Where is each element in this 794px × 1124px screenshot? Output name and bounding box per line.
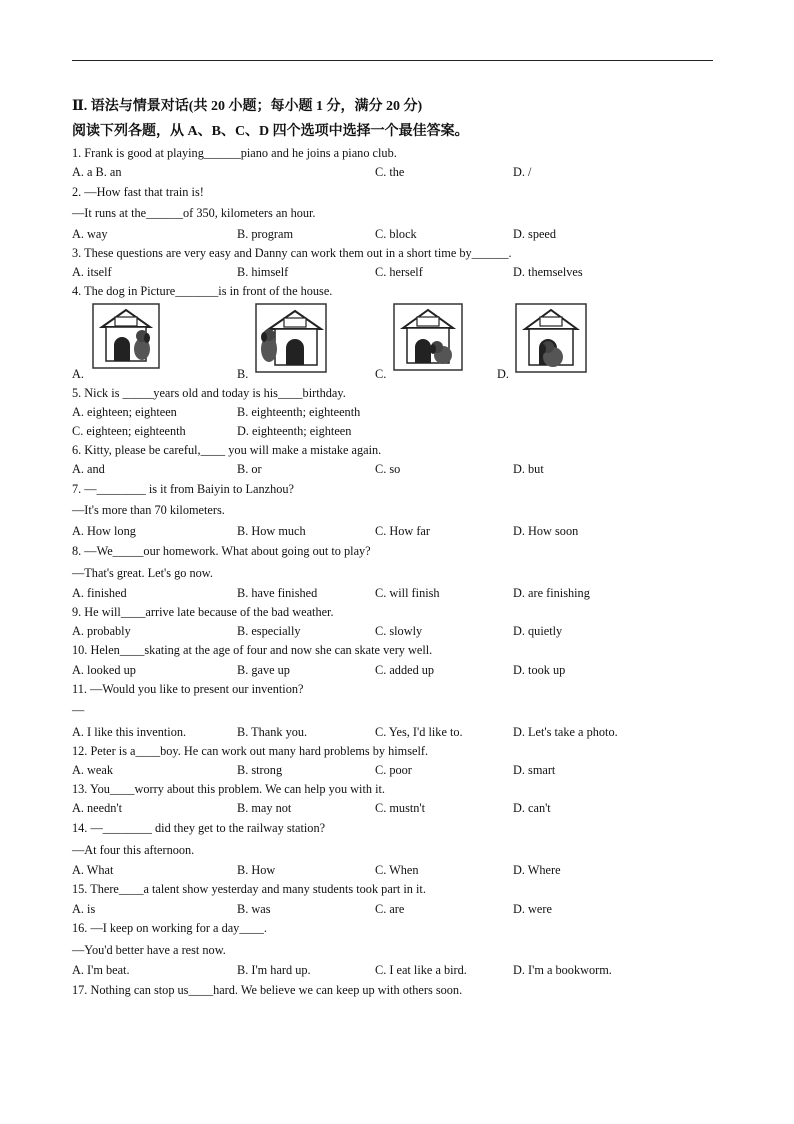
option-d: D. How soon <box>513 524 579 538</box>
option-a: A. is <box>72 902 96 916</box>
options-row <box>0 524 794 538</box>
option-b: B. himself <box>237 265 289 279</box>
question-stem: 9. He will____arrive late because of the bad weather. <box>72 605 334 619</box>
option-c: C. eighteen; eighteenth <box>72 424 186 438</box>
options-row <box>0 801 794 815</box>
options-row <box>0 586 794 600</box>
option-c: C. are <box>375 902 405 916</box>
option-d: D. quietly <box>513 624 563 638</box>
option-c: C. will finish <box>375 586 440 600</box>
option-d: D. are finishing <box>513 586 590 600</box>
option-b: B. strong <box>237 763 283 777</box>
option-a: A. finished <box>72 586 127 600</box>
options-row <box>0 963 794 977</box>
instruction: 阅读下列各题，从 A、B、C、D 四个选项中选择一个最佳答案。 <box>72 124 469 139</box>
question-stem: 17. Nothing can stop us____hard. We believe we can keep up with others soon. <box>72 983 463 997</box>
option-a: A. How long <box>72 524 136 538</box>
option-a: A. way <box>72 227 108 241</box>
picture-label-d: D. <box>497 367 509 381</box>
option-b: B. Thank you. <box>237 725 308 739</box>
option-c: C. Yes, I'd like to. <box>375 725 463 739</box>
option-a: A. What <box>72 863 114 877</box>
options-row <box>0 462 794 476</box>
doghouse-picture-d <box>515 303 587 373</box>
question-stem: 5. Nick is _____years old and today is his____birthday. <box>72 386 346 400</box>
picture-label-b: B. <box>237 367 249 381</box>
dialogue-line: —That's great. Let's go now. <box>72 566 213 580</box>
question-stem: 12. Peter is a____boy. He can work out many hard problems by himself. <box>72 744 429 758</box>
question-stem: 1. Frank is good at playing______piano and he joins a piano club. <box>72 146 397 160</box>
option-c: C. added up <box>375 663 435 677</box>
options-row <box>0 265 794 279</box>
option-c: C. mustn't <box>375 801 426 815</box>
options-row <box>0 227 794 241</box>
option-d: D. Let's take a photo. <box>513 725 618 739</box>
question-stem: 4. The dog in Picture_______is in front of the house. <box>72 284 333 298</box>
question-stem: 6. Kitty, please be careful,____ you will make a mistake again. <box>72 443 382 457</box>
options-row <box>0 405 794 419</box>
options-row <box>0 165 794 179</box>
option-b: B. gave up <box>237 663 290 677</box>
option-b: B. program <box>237 227 294 241</box>
dialogue-line: —At four this afternoon. <box>72 843 195 857</box>
option-b: B. or <box>237 462 262 476</box>
option-b: B. especially <box>237 624 301 638</box>
question-stem: 8. —We_____our homework. What about going out to play? <box>72 544 371 558</box>
option-a: A. itself <box>72 265 112 279</box>
option-c: C. so <box>375 462 401 476</box>
options-row <box>0 663 794 677</box>
option-d: D. / <box>513 165 532 179</box>
option-d: D. but <box>513 462 544 476</box>
option-b: B. I'm hard up. <box>237 963 311 977</box>
option-a: A. looked up <box>72 663 136 677</box>
option-c: C. the <box>375 165 405 179</box>
options-row <box>0 863 794 877</box>
option-a: A. needn't <box>72 801 123 815</box>
option-a: A. and <box>72 462 105 476</box>
doghouse-picture-c <box>393 303 463 371</box>
option-a: A. eighteen; eighteen <box>72 405 177 419</box>
option-b: B. How much <box>237 524 306 538</box>
options-row <box>0 763 794 777</box>
option-c: C. How far <box>375 524 430 538</box>
option-d: D. can't <box>513 801 551 815</box>
option-c: C. poor <box>375 763 412 777</box>
option-a: A. probably <box>72 624 131 638</box>
top-rule <box>72 60 713 61</box>
doghouse-picture-a <box>92 303 160 369</box>
option-a: A. a B. an <box>72 165 122 179</box>
option-d: D. Where <box>513 863 561 877</box>
question-stem: 11. —Would you like to present our invention? <box>72 682 304 696</box>
options-row <box>0 902 794 916</box>
option-b: B. was <box>237 902 271 916</box>
question-stem: 14. —________ did they get to the railway station? <box>72 821 326 835</box>
dialogue-line: — <box>72 703 85 717</box>
dialogue-line: —It runs at the______of 350, kilometers an hour. <box>72 206 316 220</box>
dialogue-line: —It's more than 70 kilometers. <box>72 503 225 517</box>
option-c: C. herself <box>375 265 423 279</box>
doghouse-picture-b <box>255 303 327 373</box>
question-stem: 15. There____a talent show yesterday and many students took part in it. <box>72 882 426 896</box>
option-a: A. I like this invention. <box>72 725 187 739</box>
picture-label-c: C. <box>375 367 387 381</box>
option-b: B. eighteenth; eighteenth <box>237 405 361 419</box>
question-stem: 16. —I keep on working for a day____. <box>72 921 267 935</box>
option-c: C. block <box>375 227 417 241</box>
options-row <box>0 725 794 739</box>
option-d: D. speed <box>513 227 557 241</box>
option-d: D. themselves <box>513 265 583 279</box>
picture-label-a: A. <box>72 367 84 381</box>
option-d: D. I'm a bookworm. <box>513 963 612 977</box>
option-c: C. slowly <box>375 624 423 638</box>
option-d: D. took up <box>513 663 566 677</box>
option-b: B. have finished <box>237 586 318 600</box>
option-b: B. How <box>237 863 276 877</box>
option-b: B. may not <box>237 801 292 815</box>
dialogue-line: —You'd better have a rest now. <box>72 943 226 957</box>
option-a: A. weak <box>72 763 113 777</box>
question-stem: 7. —________ is it from Baiyin to Lanzhou? <box>72 482 294 496</box>
question-stem: 3. These questions are very easy and Danny can work them out in a short time by______. <box>72 246 512 260</box>
section-title: Ⅱ. 语法与情景对话(共 20 小题；每小题 1 分，满分 20 分) <box>72 99 423 114</box>
options-row <box>0 624 794 638</box>
option-d: D. were <box>513 902 552 916</box>
question-stem: 13. You____worry about this problem. We can help you with it. <box>72 782 386 796</box>
option-c: C. When <box>375 863 419 877</box>
option-d: D. smart <box>513 763 556 777</box>
option-a: A. I'm beat. <box>72 963 130 977</box>
question-stem: 2. —How fast that train is! <box>72 185 204 199</box>
question-stem: 10. Helen____skating at the age of four and now she can skate very well. <box>72 643 433 657</box>
option-c: C. I eat like a bird. <box>375 963 467 977</box>
option-d: D. eighteenth; eighteen <box>237 424 352 438</box>
options-row <box>0 424 794 438</box>
